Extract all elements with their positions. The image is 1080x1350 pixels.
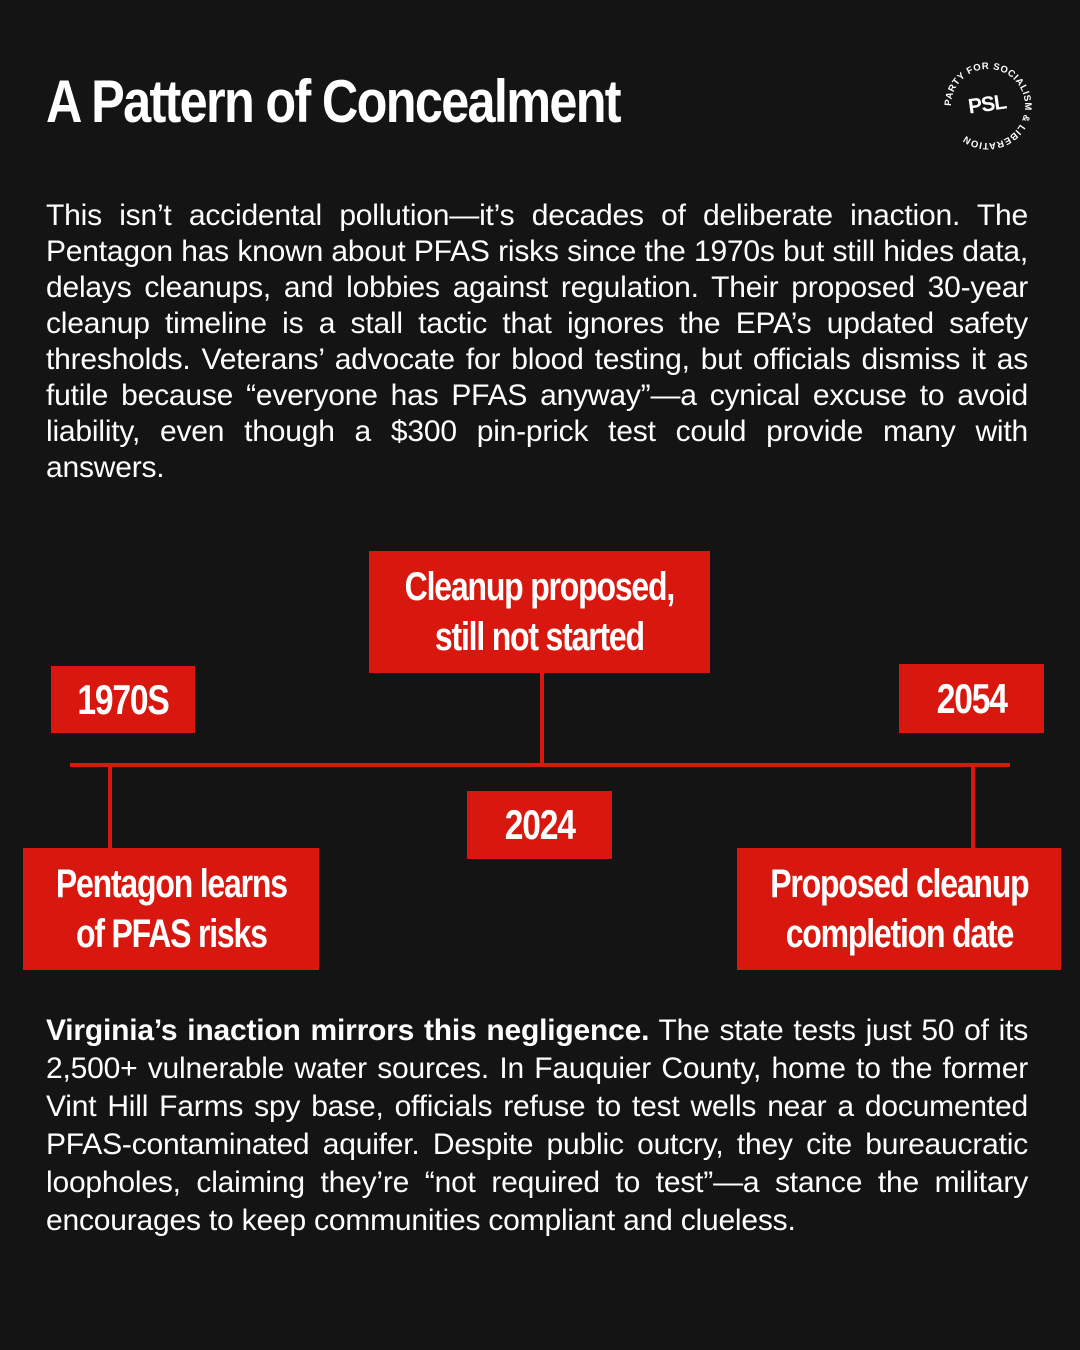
timeline-year-2054: 2054 bbox=[899, 664, 1044, 733]
timeline-event-2024: Cleanup proposed, still not started bbox=[369, 551, 710, 673]
logo-ring-text: PARTY FOR SOCIALISM & LIBERATION bbox=[942, 60, 1034, 152]
timeline-connector-1970s bbox=[108, 765, 112, 851]
timeline-axis-line bbox=[70, 763, 1010, 767]
timeline-event-2054: Proposed cleanup completion date bbox=[737, 848, 1061, 970]
page-title: A Pattern of Concealment bbox=[46, 68, 620, 135]
closing-paragraph-lead: Virginia’s inaction mirrors this negligence. bbox=[46, 1014, 650, 1047]
timeline-connector-2054 bbox=[971, 765, 975, 851]
timeline-event-1970s: Pentagon learns of PFAS risks bbox=[23, 848, 319, 970]
intro-paragraph: This isn’t accidental pollution—it’s decades of deliberate inaction. The Pentagon has known about PFAS risks since the 1970s but still hides data, delays cleanups, and lobbies against regulation. Their proposed 30-year cleanup timeline is a stall tactic that ignores the EPA’s updated safety thresholds. Veterans’ advocate for blood testing, but officials dismiss it as futile because “everyone has PFAS anyway”—a cynical excuse to avoid liability, even though a $300 pin-prick test could provide many with answers. bbox=[46, 199, 1028, 484]
timeline-connector-2024 bbox=[540, 672, 544, 765]
timeline-year-2024: 2024 bbox=[467, 791, 612, 859]
timeline-year-1970s: 1970S bbox=[51, 666, 195, 733]
psl-logo-icon bbox=[940, 58, 1036, 154]
closing-paragraph-body: The state tests just 50 of its 2,500+ vulnerable water sources. In Fauquier County, home to the former Vint Hill Farms spy base, officials refuse to test wells near a documented PFAS-contaminated aquifer. Despite public outcry, they cite bureaucratic loopholes, claiming they’re “not required to test”—a stance the military encourages to keep communities compliant and clueless. bbox=[46, 1014, 1029, 1237]
closing-paragraph bbox=[46, 1012, 1028, 1240]
logo-center-text: PSL bbox=[966, 90, 1008, 119]
